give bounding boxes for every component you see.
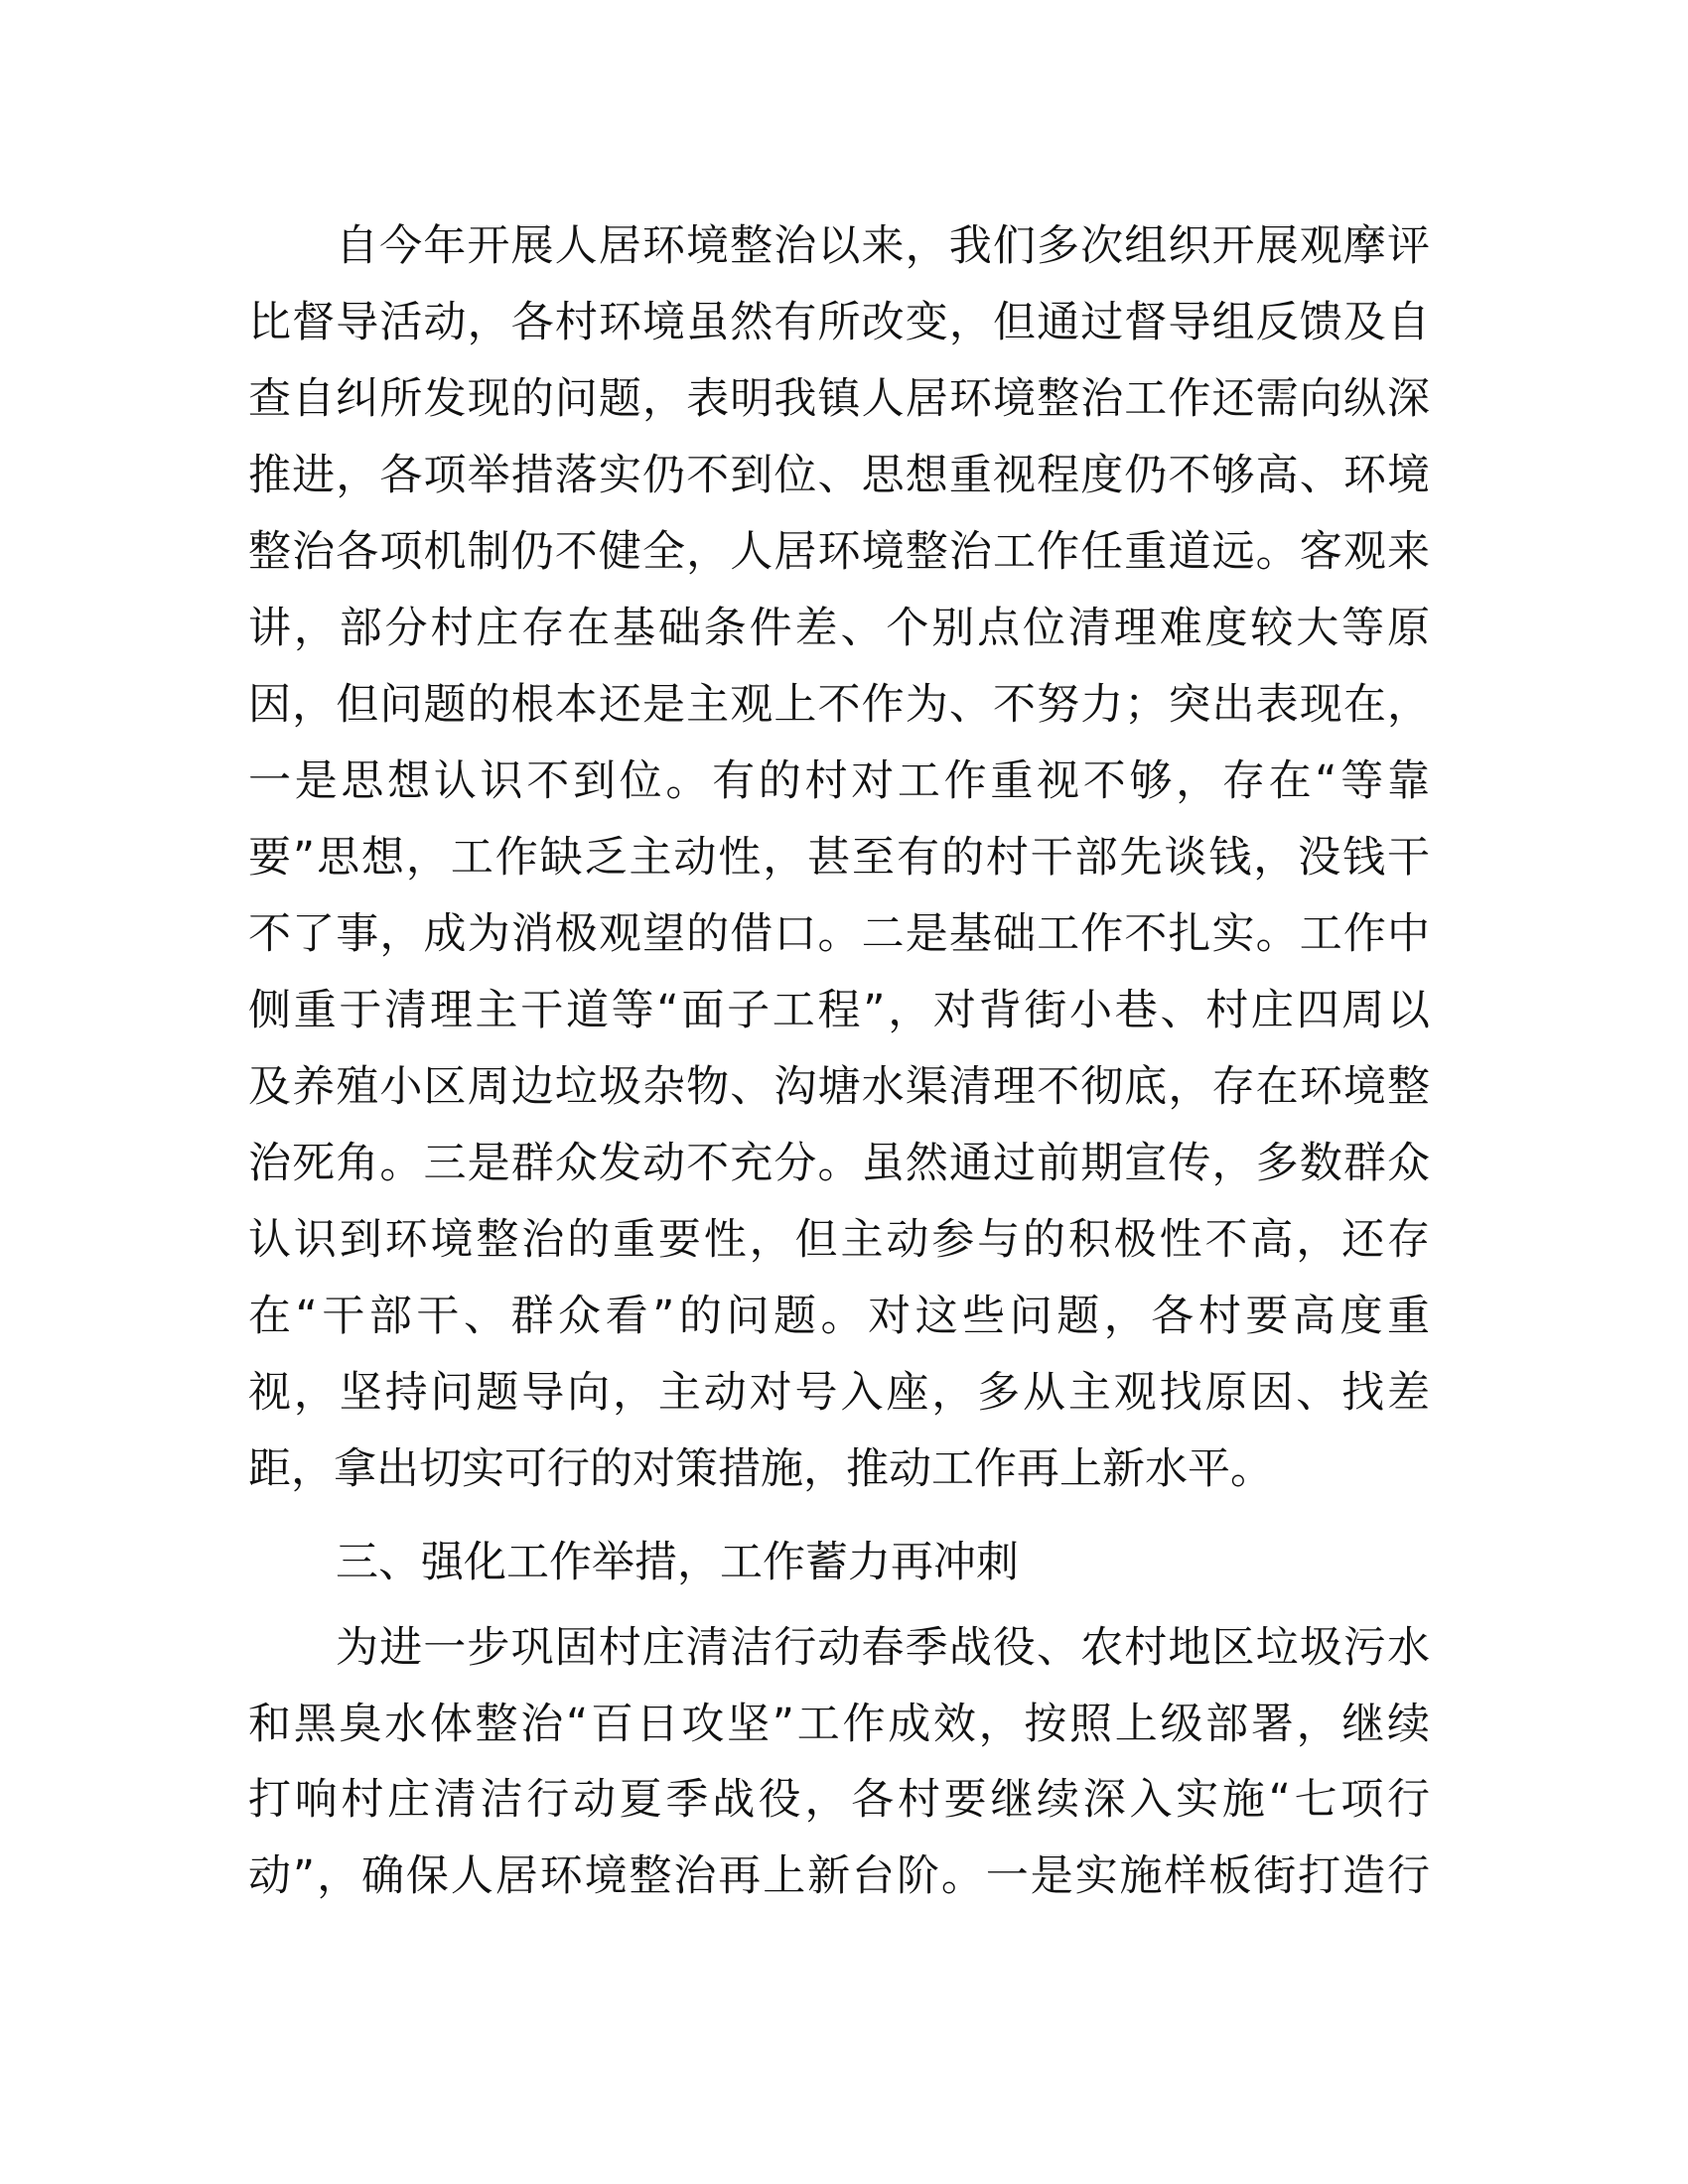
text-line: 自今年开展人居环境整治以来，我们多次组织开展观摩评 <box>336 221 1430 271</box>
text-line: 打响村庄清洁行动夏季战役，各村要继续深入实施“七项行 <box>248 1775 1430 1825</box>
text-line: 为进一步巩固村庄清洁行动春季战役、农村地区垃圾污水 <box>336 1623 1430 1673</box>
text-line: 推进，各项举措落实仍不到位、思想重视程度仍不够高、环境 <box>248 451 1430 500</box>
text-line: 要”思想，工作缺乏主动性，甚至有的村干部先谈钱，没钱干 <box>248 833 1430 883</box>
text-line: 在“干部干、群众看”的问题。对这些问题，各村要高度重 <box>248 1292 1430 1341</box>
text-line: 因，但问题的根本还是主观上不作为、不努力；突出表现在， <box>248 680 1430 730</box>
text-line: 侧重于清理主干道等“面子工程”，对背街小巷、村庄四周以 <box>248 986 1430 1035</box>
section-heading: 三、强化工作举措，工作蓄力再冲刺 <box>336 1538 1019 1587</box>
text-line: 视，坚持问题导向，主动对号入座，多从主观找原因、找差 <box>248 1368 1430 1418</box>
text-line: 查自纠所发现的问题，表明我镇人居环境整治工作还需向纵深 <box>248 374 1430 424</box>
text-line: 不了事，成为消极观望的借口。二是基础工作不扎实。工作中 <box>248 909 1430 959</box>
text-line: 距，拿出切实可行的对策措施，推动工作再上新水平。 <box>248 1444 1273 1494</box>
text-line: 比督导活动，各村环境虽然有所改变，但通过督导组反馈及自 <box>248 298 1430 347</box>
text-line: 治死角。三是群众发动不充分。虽然通过前期宣传，多数群众 <box>248 1139 1430 1188</box>
text-line: 动”，确保人居环境整治再上新台阶。一是实施样板街打造行 <box>248 1850 1430 1901</box>
text-line: 及养殖小区周边垃圾杂物、沟塘水渠清理不彻底，存在环境整 <box>248 1062 1430 1112</box>
text-line: 讲，部分村庄存在基础条件差、个别点位清理难度较大等原 <box>248 604 1430 653</box>
text-line: 整治各项机制仍不健全，人居环境整治工作任重道远。客观来 <box>248 527 1430 577</box>
text-line: 和黑臭水体整治“百日攻坚”工作成效，按照上级部署，继续 <box>248 1699 1430 1749</box>
text-line: 认识到环境整治的重要性，但主动参与的积极性不高，还存 <box>248 1215 1430 1265</box>
text-line: 一是思想认识不到位。有的村对工作重视不够，存在“等靠 <box>248 756 1430 806</box>
